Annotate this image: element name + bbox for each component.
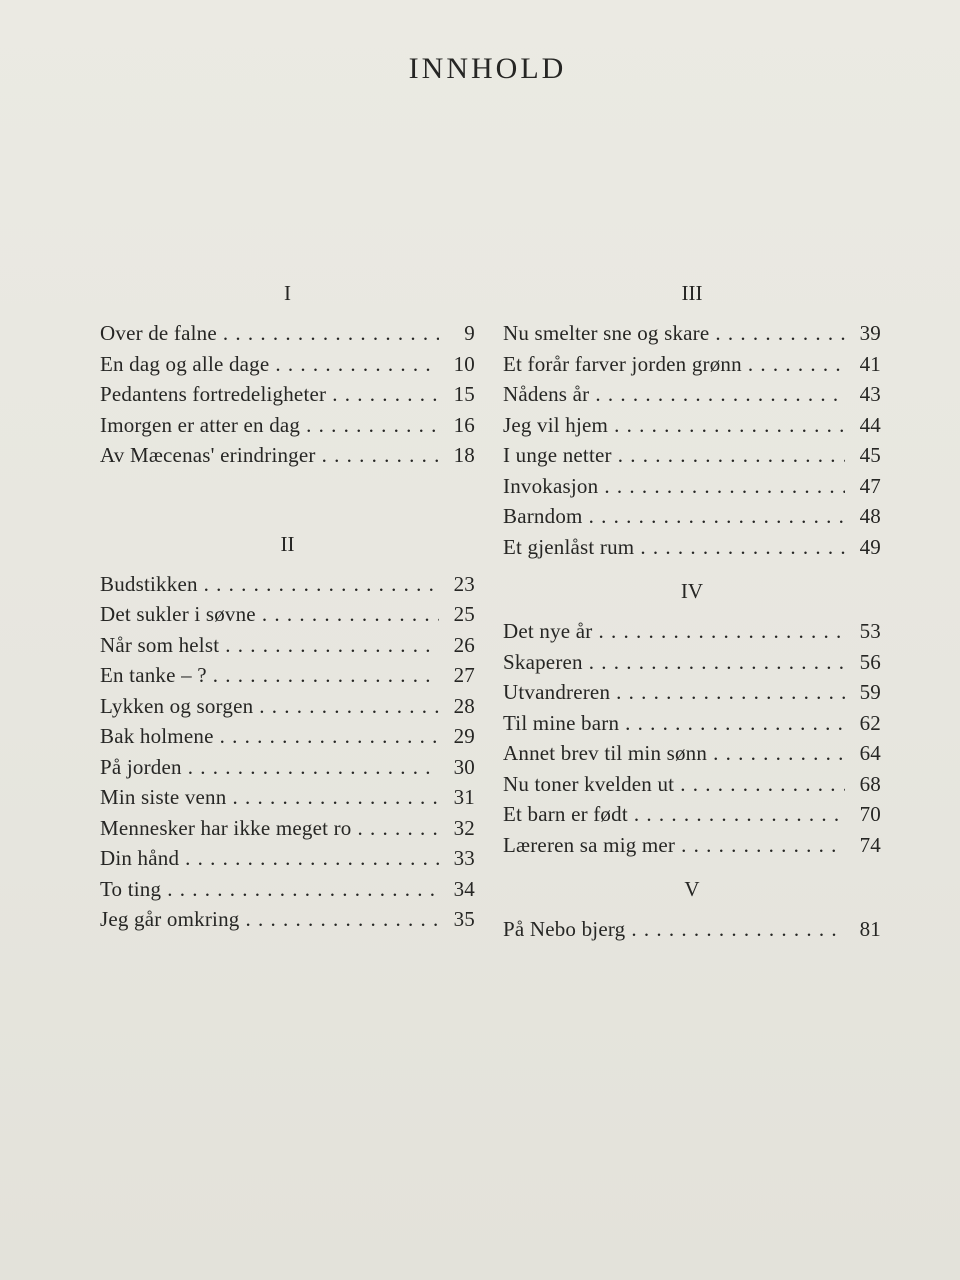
toc-entry-page: 53: [859, 619, 881, 643]
toc-entry-page: 70: [859, 802, 881, 826]
dot-leader: [589, 647, 845, 678]
dot-leader: [681, 830, 845, 861]
toc-entry: [100, 410, 475, 441]
toc-entry-page: 16: [453, 412, 475, 437]
toc-entry: [100, 630, 475, 661]
dot-leader: [625, 708, 845, 739]
toc-section-ii: [100, 529, 475, 935]
toc-column-right: [503, 278, 881, 945]
toc-entry-page: 29: [453, 724, 475, 748]
toc-entry-title: Et forår farver jorden grønn: [503, 351, 742, 376]
toc-entry: [503, 379, 881, 410]
toc-entry-page: 41: [859, 351, 881, 376]
dot-leader: [631, 914, 845, 945]
dot-leader: [713, 738, 845, 769]
toc-entry-title: På jorden: [100, 754, 182, 779]
toc-entry: [503, 410, 881, 441]
toc-entry-page: 59: [859, 680, 881, 704]
toc-entry: [503, 616, 881, 647]
dot-leader: [640, 532, 845, 563]
toc-entry: [100, 843, 475, 874]
dot-leader: [598, 616, 845, 647]
dot-leader: [213, 660, 439, 691]
toc-entry-title: Av Mæcenas' erindringer: [100, 443, 316, 467]
toc-entry-title: En dag og alle dage: [100, 351, 270, 376]
toc-entry-page: 62: [859, 710, 881, 735]
dot-leader: [306, 410, 439, 441]
toc-entry-title: Bak holmene: [100, 724, 214, 748]
toc-entry: [503, 914, 881, 945]
toc-entry: [503, 471, 881, 502]
dot-leader: [262, 599, 439, 630]
toc-entry-page: 23: [453, 571, 475, 596]
dot-leader: [332, 379, 439, 410]
toc-column-left: [100, 278, 475, 935]
toc-entry-page: 25: [453, 602, 475, 626]
toc-entry-page: 56: [859, 649, 881, 674]
toc-entry: [503, 708, 881, 739]
dot-leader: [748, 349, 845, 380]
dot-leader: [245, 904, 439, 935]
toc-entry-title: Pedantens fortredeligheter: [100, 382, 327, 406]
section-spacer: [503, 860, 881, 874]
dot-leader: [185, 843, 439, 874]
toc-entry: [503, 501, 881, 532]
toc-entry: [503, 440, 881, 471]
toc-entry-page: 44: [859, 412, 881, 437]
dot-leader: [614, 410, 845, 441]
toc-entry-title: Min siste venn: [100, 785, 227, 809]
toc-entry-page: 32: [453, 815, 475, 840]
toc-entry: [503, 677, 881, 708]
toc-entry-title: Til mine barn: [503, 710, 620, 735]
toc-entry: [100, 721, 475, 752]
toc-entry-title: Nådens år: [503, 382, 590, 406]
dot-leader: [618, 440, 845, 471]
toc-entry-page: 27: [453, 663, 475, 687]
toc-entry-title: Budstikken: [100, 571, 198, 596]
toc-entry: [100, 660, 475, 691]
toc-entry-page: 35: [453, 907, 475, 931]
dot-leader: [188, 752, 439, 783]
toc-entry-title: To ting: [100, 876, 162, 901]
dot-leader: [204, 569, 439, 600]
toc-entry-title: Din hånd: [100, 846, 180, 870]
toc-entry-page: 10: [453, 351, 475, 376]
dot-leader: [232, 782, 439, 813]
section-heading: III: [681, 281, 703, 305]
toc-entry-title: Lykken og sorgen: [100, 693, 254, 718]
dot-leader: [322, 440, 439, 471]
toc-entry: [100, 904, 475, 935]
toc-section-v: [503, 874, 881, 945]
toc-entry-page: 39: [859, 321, 881, 345]
toc-section-iv: [503, 576, 881, 860]
toc-entry-title: I unge netter: [503, 443, 612, 467]
toc-entry-page: 34: [453, 876, 475, 901]
dot-leader: [589, 501, 845, 532]
toc-entry-title: Læreren sa mig mer: [503, 832, 676, 857]
dot-leader: [595, 379, 845, 410]
toc-entry-title: En tanke – ?: [100, 663, 207, 687]
toc-entry-page: 15: [453, 382, 475, 406]
toc-entry: [503, 830, 881, 861]
toc-entry-title: Et barn er født: [503, 802, 628, 826]
toc-entry-title: På Nebo bjerg: [503, 917, 626, 941]
toc-entry-page: 81: [859, 917, 881, 941]
toc-entry-title: Utvandreren: [503, 680, 611, 704]
toc-entry-page: 31: [453, 785, 475, 809]
dot-leader: [680, 769, 845, 800]
toc-entry-page: 74: [859, 832, 881, 857]
toc-entry-title: Det sukler i søvne: [100, 602, 256, 626]
toc-entry-title: Skaperen: [503, 649, 583, 674]
toc-entry: [100, 874, 475, 905]
toc-entry: [100, 440, 475, 471]
toc-entry: [100, 782, 475, 813]
toc-entry-title: Over de falne: [100, 321, 217, 345]
toc-entry-title: Mennesker har ikke meget ro: [100, 815, 352, 840]
section-heading: V: [684, 877, 700, 901]
section-heading: II: [280, 531, 295, 556]
dot-leader: [225, 630, 439, 661]
toc-entry: [503, 349, 881, 380]
toc-entry-title: Nu toner kvelden ut: [503, 771, 675, 796]
dot-leader: [167, 874, 439, 905]
toc-entry-page: 47: [859, 473, 881, 498]
toc-entry-title: Imorgen er atter en dag: [100, 412, 301, 437]
dot-leader: [616, 677, 845, 708]
toc-entry-page: 48: [859, 504, 881, 528]
toc-entry-title: Barndom: [503, 504, 583, 528]
toc-entry-page: 43: [859, 382, 881, 406]
dot-leader: [259, 691, 439, 722]
toc-entry-page: 26: [453, 632, 475, 657]
toc-entry-title: Et gjenlåst rum: [503, 534, 635, 559]
toc-entry-page: 18: [453, 443, 475, 467]
toc-entry-page: 9: [464, 321, 475, 345]
toc-entry-title: Jeg vil hjem: [503, 412, 609, 437]
toc-entry: [100, 349, 475, 380]
toc-entry-title: Jeg går omkring: [100, 907, 240, 931]
toc-entry-page: 45: [859, 443, 881, 467]
dot-leader: [604, 471, 845, 502]
toc-entry: [100, 813, 475, 844]
toc-entry-title: Når som helst: [100, 632, 220, 657]
page-title: INNHOLD: [408, 52, 567, 85]
toc-entry-page: 30: [453, 754, 475, 779]
toc-entry-page: 68: [859, 771, 881, 796]
section-heading: IV: [680, 579, 704, 603]
toc-entry-page: 49: [859, 534, 881, 559]
toc-entry: [100, 691, 475, 722]
toc-entry-page: 64: [859, 741, 881, 765]
dot-leader: [275, 349, 439, 380]
dot-leader: [357, 813, 439, 844]
toc-entry-title: Nu smelter sne og skare: [503, 321, 710, 345]
section-spacer: [100, 471, 475, 529]
toc-entry: [100, 318, 475, 349]
section-spacer: [503, 562, 881, 576]
toc-entry: [503, 738, 881, 769]
dot-leader: [715, 318, 845, 349]
toc-entry: [503, 799, 881, 830]
section-heading: I: [284, 281, 291, 305]
toc-entry: [503, 318, 881, 349]
toc-entry: [100, 569, 475, 600]
toc-entry-page: 33: [453, 846, 475, 870]
dot-leader: [223, 318, 439, 349]
toc-section-i: [100, 278, 475, 471]
toc-entry: [503, 647, 881, 678]
toc-entry-title: Invokasjon: [503, 473, 599, 498]
toc-entry: [503, 532, 881, 563]
toc-entry-title: Annet brev til min sønn: [503, 741, 708, 765]
toc-entry: [100, 599, 475, 630]
dot-leader: [634, 799, 845, 830]
toc-entry: [100, 379, 475, 410]
toc-entry: [503, 769, 881, 800]
dot-leader: [220, 721, 439, 752]
toc-entry-title: Det nye år: [503, 619, 593, 643]
toc-entry-page: 28: [453, 693, 475, 718]
toc-entry: [100, 752, 475, 783]
toc-section-iii: [503, 278, 881, 562]
